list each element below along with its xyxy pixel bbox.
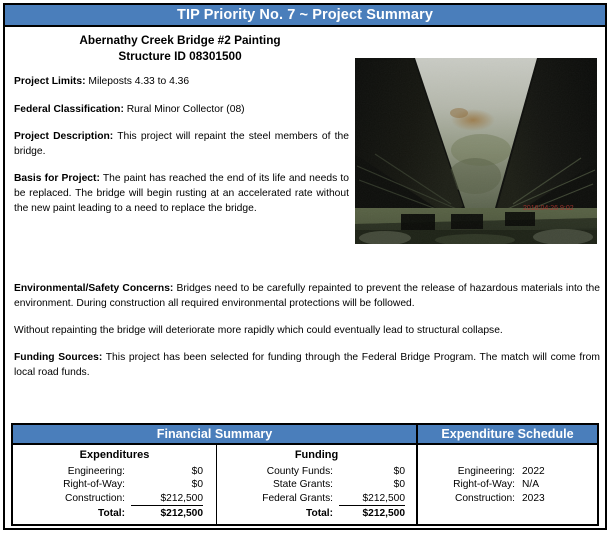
funding-sources-value: This project has been selected for funding through the Federal Bridge Program. The match will come from local road funds. — [14, 351, 600, 378]
expenditures-total-value: $212,500 — [160, 508, 203, 520]
funding-state-grants-label: State Grants: — [272, 479, 333, 491]
photo-timestamp-text: 2016:04:26 9:02 — [523, 205, 574, 212]
federal-classification-paragraph — [14, 103, 349, 118]
table-row — [418, 492, 597, 505]
schedule-construction-label: Construction: — [454, 492, 515, 504]
financial-summary-header-text: Financial Summary — [156, 426, 273, 441]
project-limits-label: Project Limits: — [14, 76, 86, 87]
financial-summary-header-cell — [13, 425, 416, 443]
table-row — [13, 492, 216, 506]
expenditures-total-label: Total: — [98, 508, 125, 520]
funding-total-label: Total: — [306, 508, 333, 520]
table-row — [418, 465, 597, 478]
funding-county-funds-value: $0 — [393, 466, 405, 477]
schedule-right-of-way-label: Right-of-Way: — [453, 479, 515, 491]
banner-title-bar — [5, 5, 605, 27]
basis-for-project-label: Basis for Project: — [14, 173, 100, 185]
federal-classification-label: Federal Classification: — [14, 103, 124, 115]
document-frame — [3, 3, 607, 530]
expenditures-column — [13, 445, 216, 524]
project-description-label: Project Description: — [14, 131, 114, 143]
table-row — [217, 492, 416, 506]
environmental-concerns-paragraph — [14, 282, 600, 312]
expenditures-construction-label: Construction: — [64, 492, 125, 504]
funding-total-row — [217, 506, 416, 520]
banner-title-text: TIP Priority No. 7 ~ Project Summary — [177, 6, 433, 23]
schedule-spacer — [418, 449, 597, 461]
expenditure-schedule-header-cell — [416, 425, 597, 443]
project-narrative-column — [14, 282, 600, 381]
financial-table-header-row — [13, 425, 597, 445]
funding-sources-label: Funding Sources: — [14, 351, 103, 363]
funding-column — [216, 445, 416, 524]
schedule-rows — [418, 465, 597, 505]
schedule-engineering-value: 2022 — [522, 466, 545, 477]
funding-federal-grants-label: Federal Grants: — [262, 492, 333, 504]
federal-classification-value: Rural Minor Collector (08) — [123, 103, 245, 115]
schedule-right-of-way-value: N/A — [522, 479, 539, 491]
expenditures-title: Expenditures — [79, 449, 150, 461]
funding-county-funds-label: County Funds: — [266, 466, 333, 477]
project-limits-paragraph — [14, 75, 349, 90]
expenditures-right-of-way-value: $0 — [191, 479, 203, 491]
financial-summary-table — [11, 423, 599, 526]
table-row — [13, 465, 216, 478]
bridge-photo — [355, 58, 597, 244]
funding-sources-paragraph — [14, 351, 600, 381]
expenditures-engineering-value: $0 — [191, 466, 203, 477]
environmental-concerns-value: Bridges need to be carefully repainted to prevent the release of hazardous materials into the environment. During construction all required environmental protections will be followed. — [14, 283, 600, 309]
structural-collapse-note: Without repainting the bridge will deteriorate more rapidly which could eventually lead to structural collapse. — [14, 324, 503, 336]
expenditure-schedule-header-text: Expenditure Schedule — [441, 426, 574, 441]
expenditure-schedule-column — [416, 445, 597, 524]
project-title-block — [5, 33, 355, 65]
project-details-column — [14, 75, 349, 216]
expenditures-construction-value: $212,500 — [131, 492, 203, 506]
schedule-construction-value: 2023 — [522, 492, 545, 504]
environmental-concerns-label: Environmental/Safety Concerns: — [14, 283, 174, 294]
funding-total-value: $212,500 — [362, 508, 405, 520]
expenditures-rows — [13, 465, 216, 521]
funding-rows — [217, 465, 416, 521]
schedule-engineering-label: Engineering: — [457, 466, 515, 477]
basis-for-project-paragraph — [14, 172, 349, 216]
funding-title: Funding — [294, 449, 339, 461]
bridge-photo-image — [355, 58, 597, 244]
financial-table-body — [13, 445, 597, 524]
table-row — [418, 478, 597, 491]
basis-for-project-value: The paint has reached the end of its life and needs to be replaced. The bridge will begin rusting at an accelerated rate without the new paint leading to a need to replace the bridge. — [14, 173, 349, 214]
table-row — [217, 465, 416, 478]
funding-state-grants-value: $0 — [393, 479, 405, 491]
project-description-paragraph — [14, 130, 349, 159]
project-title-line-2: Structure ID 08301500 — [118, 48, 242, 63]
expenditures-right-of-way-label: Right-of-Way: — [63, 479, 125, 491]
project-description-value: This project will repaint the steel members of the bridge. — [14, 131, 349, 157]
table-row — [13, 478, 216, 491]
expenditures-total-row — [13, 506, 216, 520]
expenditures-engineering-label: Engineering: — [67, 466, 125, 477]
funding-federal-grants-value: $212,500 — [339, 492, 405, 506]
project-title-line-1: Abernathy Creek Bridge #2 Painting — [79, 33, 281, 47]
table-row — [217, 478, 416, 491]
project-limits-value: Mileposts 4.33 to 4.36 — [85, 76, 190, 87]
